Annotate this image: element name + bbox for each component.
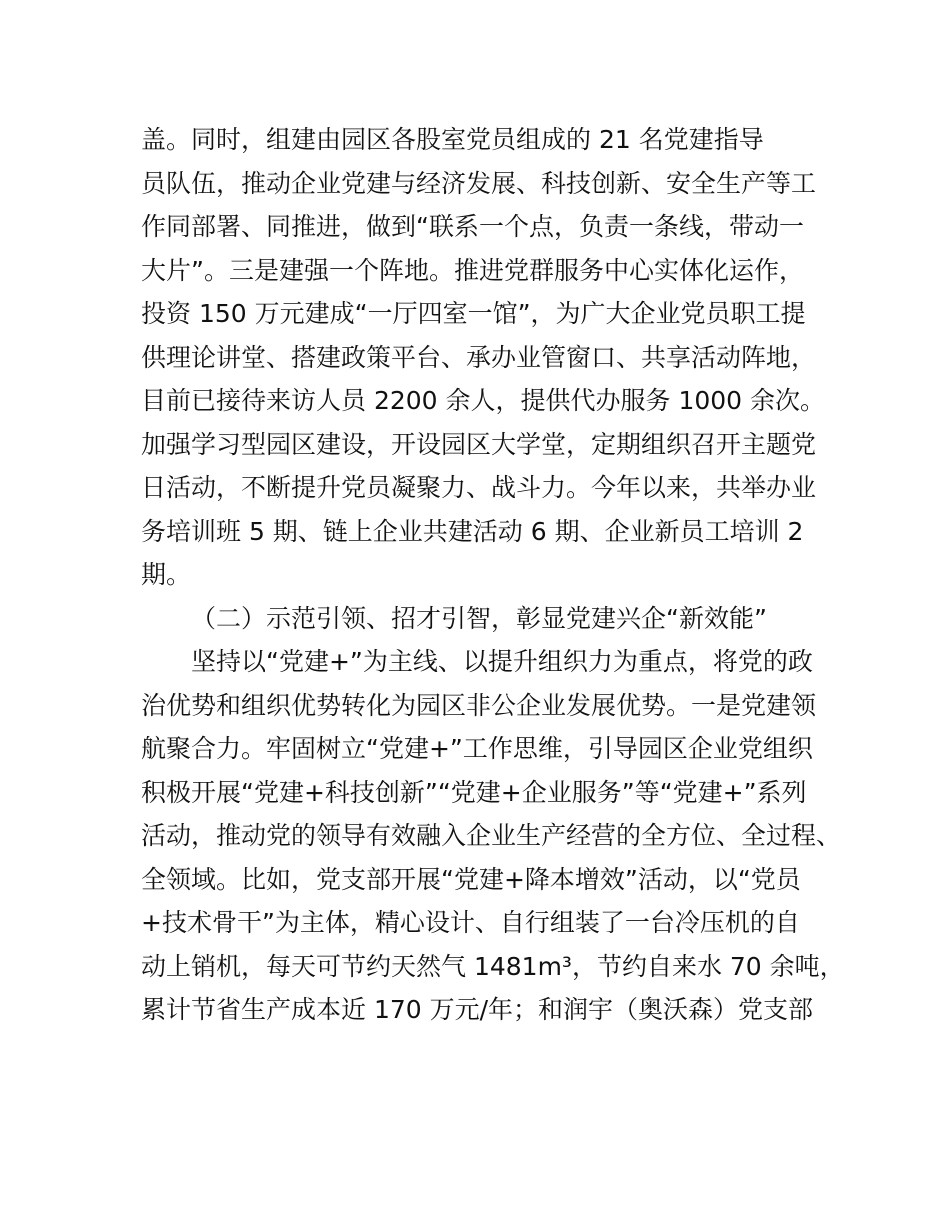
- paragraph-2-line: 治优势和组织优势转化为园区非公企业发展优势。一是党建领: [141, 690, 817, 720]
- section-heading: （二）示范引领、招才引智，彰显党建兴企“新效能”: [191, 603, 767, 633]
- paragraph-1-line: 供理论讲堂、搭建政策平台、承办业管窗口、共享活动阵地，: [141, 342, 817, 372]
- paragraph-1-line: 员队伍，推动企业党建与经济发展、科技创新、安全生产等工: [141, 168, 817, 198]
- paragraph-2-line: 累计节省生产成本近 170 万元/年；和润宇（奥沃森）党支部: [141, 995, 814, 1024]
- paragraph-1-line: 投资 150 万元建成“一厅四室一馆”，为广大企业党员职工提: [141, 299, 806, 328]
- paragraph-1-line: 大片”。三是建强一个阵地。推进党群服务中心实体化运作，: [141, 255, 804, 285]
- paragraph-1-line: 盖。同时，组建由园区各股室党员组成的 21 名党建指导: [141, 125, 764, 154]
- paragraph-2-line: 航聚合力。牢固树立“党建+”工作思维，引导园区企业党组织: [141, 734, 813, 763]
- paragraph-2-line: +技术骨干”为主体，精心设计、自行组装了一台冷压机的自: [141, 908, 800, 937]
- document-body: [141, 118, 845, 1032]
- paragraph-1-line: 期。: [141, 560, 192, 589]
- paragraph-2-line: 全领域。比如，党支部开展“党建+降本增效”活动，以“党员: [141, 864, 801, 894]
- paragraph-1-line: 目前已接待来访人员 2200 余人，提供代办服务 1000 余次。: [141, 386, 826, 415]
- paragraph-2-line: 积极开展“党建+科技创新”“党建+企业服务”等“党建+”系列: [141, 777, 807, 807]
- paragraph-1-line: 日活动，不断提升党员凝聚力、战斗力。今年以来，共举办业: [141, 473, 817, 502]
- paragraph-1-line: 加强学习型园区建设，开设园区大学堂，定期组织召开主题党: [141, 429, 817, 459]
- paragraph-2-line: 活动，推动党的领导有效融入企业生产经营的全方位、全过程、: [141, 821, 842, 850]
- paragraph-2-line: 动上销机，每天可节约天然气 1481m³，节约自来水 70 余吨，: [141, 951, 845, 981]
- paragraph-2-line: 坚持以“党建+”为主线、以提升组织力为重点，将党的政: [191, 647, 813, 676]
- paragraph-1-line: 作同部署、同推进，做到“联系一个点，负责一条线，带动一: [141, 212, 804, 241]
- paragraph-1-line: 务培训班 5 期、链上企业共建活动 6 期、企业新员工培训 2: [141, 516, 804, 546]
